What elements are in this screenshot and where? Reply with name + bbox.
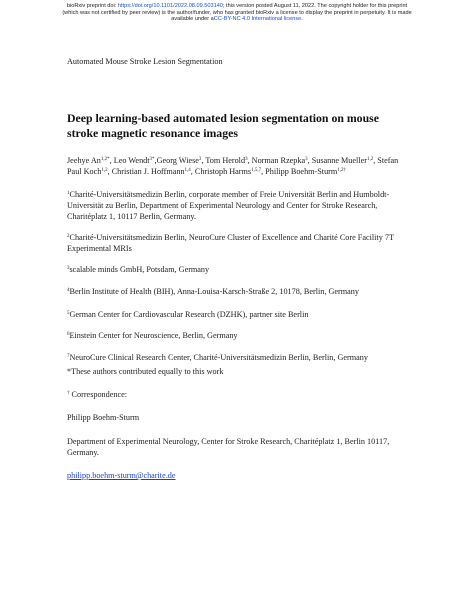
affiliation-text: Berlin Institute of Health (BIH), Anna-Louisa-Karsch-Straße 2, 10178, Berlin, Germany <box>69 287 359 296</box>
correspondence-email <box>67 470 412 481</box>
affiliation-item <box>67 189 412 222</box>
corresponding-author-name: Philipp Boehm-Sturm <box>67 413 140 422</box>
author-separator: , <box>201 156 206 165</box>
equal-contribution-note: *These authors contributed equally to this work <box>67 367 224 376</box>
author-name: Susanne Mueller <box>311 156 367 165</box>
author-name: Georg Wiese <box>156 156 199 165</box>
affiliation-number: 3 <box>67 266 70 271</box>
affiliation-item <box>67 309 412 320</box>
author-affiliation-marker: 1,2† <box>337 168 347 173</box>
author-affiliation-marker: 3 <box>245 157 248 162</box>
author-affiliation-marker: 1,5,7 <box>251 168 262 173</box>
author-name: Norman Rzepka <box>251 156 306 165</box>
author-separator: , <box>307 156 312 165</box>
banner-line-2: (which was not certified by peer review) is the author/funder, who has granted bioRxiv a license to display the preprint in perpetuity. It is made <box>62 9 412 16</box>
affiliation-item <box>67 352 412 363</box>
affiliation-text: scalable minds GmbH, Potsdam, Germany <box>69 265 210 274</box>
email-link[interactable]: philipp.boehm-sturm@charite.de <box>67 471 176 480</box>
author-affiliation-marker: 3 <box>305 157 308 162</box>
affiliation-text: NeuroCure Clinical Research Center, Charité-Universitätsmedizin Berlin, Berlin, Germany <box>69 353 368 362</box>
author-separator: , <box>247 156 252 165</box>
corresponding-author-address: Department of Experimental Neurology, Center for Stroke Research, Charitéplatz 1, Berlin 10117, Germany. <box>67 437 390 457</box>
affiliation-number: 7 <box>67 354 70 359</box>
author-name: Tom Herold <box>205 156 246 165</box>
affiliation-item <box>67 264 412 275</box>
author-name: Christoph Harms <box>194 167 252 176</box>
author-separator: , <box>109 156 114 165</box>
author-affiliation-marker: 1,2* <box>100 157 110 162</box>
doi-link[interactable]: https://doi.org/10.1101/2022.08.09.503140 <box>117 3 223 9</box>
author-separator: , <box>190 167 195 176</box>
author-separator: , <box>154 156 157 165</box>
author-separator: , <box>261 167 266 176</box>
banner-line-1: bioRxiv preprint doi: https://doi.org/10.1101/2022.08.09.503140; this version posted August 11, 2022. The copyright holder for this preprint <box>66 3 408 9</box>
affiliation-item <box>67 286 412 297</box>
correspondence-heading: † Correspondence: <box>67 390 128 399</box>
author-name: Philipp Boehm-Sturm <box>265 167 338 176</box>
license-link[interactable]: CC-BY-NC 4.0 International license <box>213 16 302 23</box>
banner-line-3: available under aCC-BY-NC 4.0 International license. <box>171 16 303 23</box>
affiliation-number: 6 <box>67 332 70 337</box>
affiliation-number: 1 <box>67 191 70 196</box>
author-affiliation-marker: 1,2 <box>101 168 108 173</box>
author-separator: , <box>373 156 378 165</box>
biorxiv-banner <box>30 3 444 23</box>
author-affiliation-marker: 1,2 <box>366 157 374 162</box>
author-affiliation-marker: 3 <box>198 157 202 162</box>
author-name: Stefan Paul Koch <box>67 156 399 176</box>
affiliation-item <box>67 330 412 341</box>
affiliation-number: 5 <box>67 311 70 316</box>
author-name: Christian J. Hoffmann <box>111 167 185 176</box>
author-name: Jeehye An <box>67 156 101 165</box>
author-separator: , <box>107 167 112 176</box>
affiliation-item <box>67 232 412 254</box>
affiliation-text: Charité-Universitätsmedizin Berlin, NeuroCure Cluster of Excellence and Charité Core Facility 7T Experimental MRIs <box>67 233 394 253</box>
affiliation-text: Charité-Universitätsmedizin Berlin, corporate member of Freie Universität Berlin and Humboldt-Universität zu Berlin, Department of Experimental Neurology and Center for Stroke Research, Charitéplatz 1, 10117 Berlin, Germany. <box>67 190 390 221</box>
affiliation-text: Einstein Center for Neuroscience, Berlin, Germany <box>69 331 238 340</box>
author-list <box>67 155 412 177</box>
running-head: Automated Mouse Stroke Lesion Segmentation <box>67 57 223 66</box>
affiliation-number: 4 <box>67 288 70 293</box>
paper-title: Deep learning-based automated lesion segmentation on mouse stroke magnetic resonance images <box>67 111 379 140</box>
author-affiliation-marker: 1,4 <box>184 168 191 173</box>
affiliation-number: 2 <box>67 234 70 239</box>
author-name: Leo Wendt <box>113 156 150 165</box>
affiliation-text: German Center for Cardiovascular Research (DZHK), partner site Berlin <box>69 310 309 319</box>
author-affiliation-marker: 3* <box>149 157 155 162</box>
